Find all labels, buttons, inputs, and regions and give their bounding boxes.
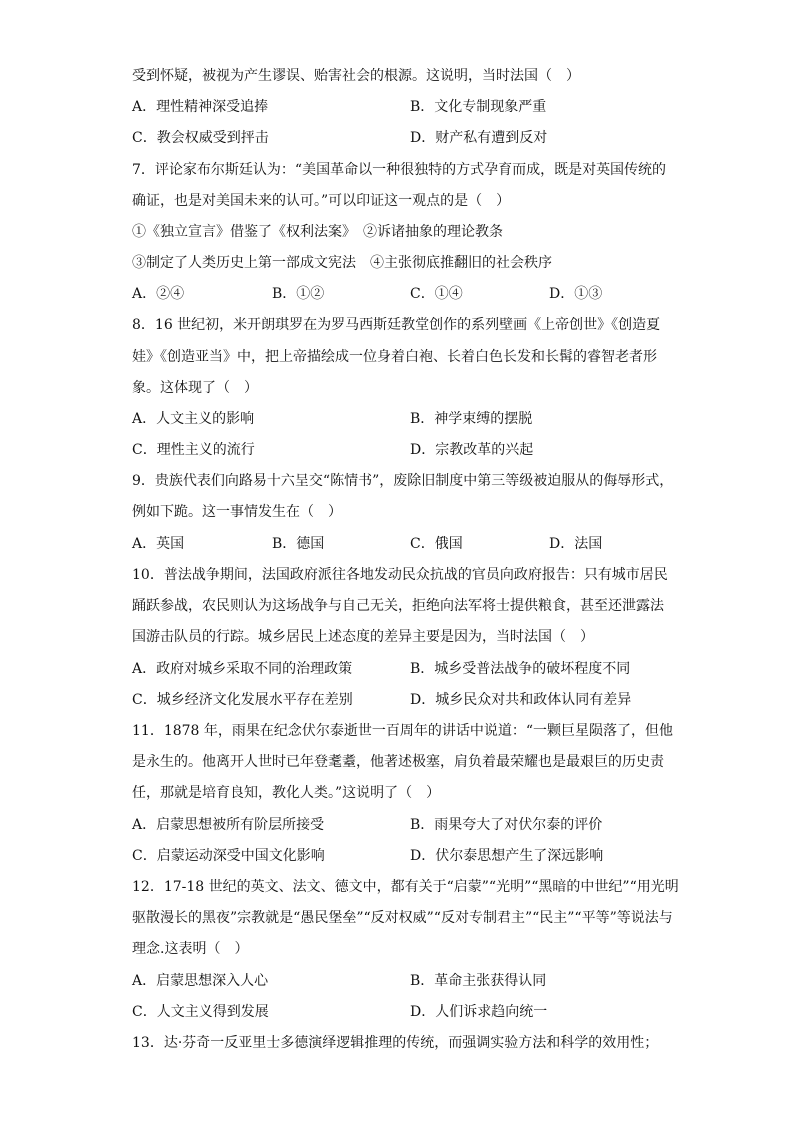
- q8-option-a: A．人文主义的影响: [132, 411, 255, 427]
- q7-stem-line1: 7．评论家布尔斯廷认为：“美国革命以一种很独特的方式孕育而成，既是对英国传统的: [132, 162, 667, 178]
- q10-stem-line3: 国游击队员的行踪。城乡居民上述态度的差异主要是因为，当时法国（ ）: [132, 629, 594, 645]
- q12-stem-line2: 驱散漫长的黑夜”宗教就是“愚民堡垒”“反对权威”“反对专制君主”“民主”“平等”等说法与: [132, 910, 673, 926]
- q8-option-b: B．神学束缚的摆脱: [410, 411, 533, 427]
- q9-stem-line1: 9．贵族代表们向路易十六呈交“陈情书”，废除旧制度中第三等级被迫服从的侮辱形式，: [132, 473, 674, 489]
- q6-option-d: D．财产私有遭到反对: [410, 130, 548, 146]
- q8-option-c: C．理性主义的流行: [132, 442, 255, 458]
- q6-option-a: A．理性精神深受追捧: [132, 99, 269, 115]
- q7-stem-line2: 确证，也是对美国未来的认可。”可以印证这一观点的是（ ）: [132, 193, 511, 209]
- q12-option-b: B．革命主张获得认同: [410, 973, 547, 989]
- q7-option-a: A．②④: [132, 286, 185, 302]
- q9-option-b: B．德国: [272, 536, 325, 552]
- q9-stem-line2: 例如下跪。这一事情发生在（ ）: [132, 504, 342, 520]
- q11-option-b: B．雨果夸大了对伏尔泰的评价: [410, 817, 603, 833]
- q10-option-b: B．城乡受普法战争的破坏程度不同: [410, 661, 631, 677]
- q10-stem-line1: 10．普法战争期间，法国政府派往各地发动民众抗战的官员向政府报告：只有城市居民: [132, 567, 668, 583]
- q11-stem-line2: 是永生的。他离开人世时已年登耄耋，他著述极塞，肩负着最荣耀也是最艰巨的历史责: [132, 754, 664, 770]
- q11-option-c: C．启蒙运动深受中国文化影响: [132, 848, 325, 864]
- q11-option-d: D．伏尔泰思想产生了深远影响: [410, 848, 604, 864]
- q12-stem-line3: 理念.这表明（ ）: [132, 941, 249, 957]
- q8-stem-line2: 娃》《创造亚当》中，把上帝描绘成一位身着白袍、长着白色长发和长髯的睿智老者形: [132, 349, 657, 365]
- q12-stem-line1: 12．17-18 世纪的英文、法文、德文中，都有关于“启蒙”“光明”“黑暗的中世纪”“用光明: [132, 879, 679, 895]
- q10-option-a: A．政府对城乡采取不同的治理政策: [132, 661, 353, 677]
- q11-stem-line3: 任，那就是培育良知，教化人类。”这说明了（ ）: [132, 785, 441, 801]
- q11-option-a: A．启蒙思想被所有阶层所接受: [132, 817, 325, 833]
- q6-option-c: C．教会权威受到抨击: [132, 130, 269, 146]
- q7-option-c: C．①④: [410, 286, 463, 302]
- q10-stem-line2: 踊跃参战，农民则认为这场战争与自己无关，拒绝向法军将士提供粮食，甚至还泄露法: [132, 598, 664, 614]
- q12-option-c: C．人文主义得到发展: [132, 1004, 269, 1020]
- q9-option-d: D．法国: [549, 536, 603, 552]
- q12-option-d: D．人们诉求趋向统一: [410, 1004, 548, 1020]
- q9-option-a: A．英国: [132, 536, 185, 552]
- q8-stem-line3: 象。这体现了（ ）: [132, 380, 258, 396]
- q7-option-b: B．①②: [272, 286, 325, 302]
- q6-option-b: B．文化专制现象严重: [410, 99, 547, 115]
- q7-option-d: D．①③: [549, 286, 603, 302]
- q11-stem-line1: 11．1878 年，雨果在纪念伏尔泰逝世一百周年的讲话中说道：“一颗巨星陨落了，但他: [132, 723, 674, 739]
- q7-item-line2: ③制定了人类历史上第一部成文宪法 ④主张彻底推翻旧的社会秩序: [132, 255, 552, 271]
- q10-option-d: D．城乡民众对共和政体认同有差异: [410, 692, 632, 708]
- q6-stem-tail: 受到怀疑，被视为产生谬误、贻害社会的根源。这说明，当时法国（ ）: [132, 68, 580, 84]
- q9-option-c: C．俄国: [410, 536, 463, 552]
- q10-option-c: C．城乡经济文化发展水平存在差别: [132, 692, 353, 708]
- q12-option-a: A．启蒙思想深入人心: [132, 973, 269, 989]
- q7-item-line1: ①《独立宣言》借鉴了《权利法案》 ②诉诸抽象的理论教条: [132, 224, 503, 240]
- q8-option-d: D．宗教改革的兴起: [410, 442, 534, 458]
- q8-stem-line1: 8．16 世纪初，米开朗琪罗在为罗马西斯廷教堂创作的系列壁画《上帝创世》《创造夏: [132, 317, 661, 333]
- q13-stem-line1: 13．达·芬奇一反亚里士多德演绎逻辑推理的传统，而强调实验方法和科学的效用性；: [132, 1035, 659, 1051]
